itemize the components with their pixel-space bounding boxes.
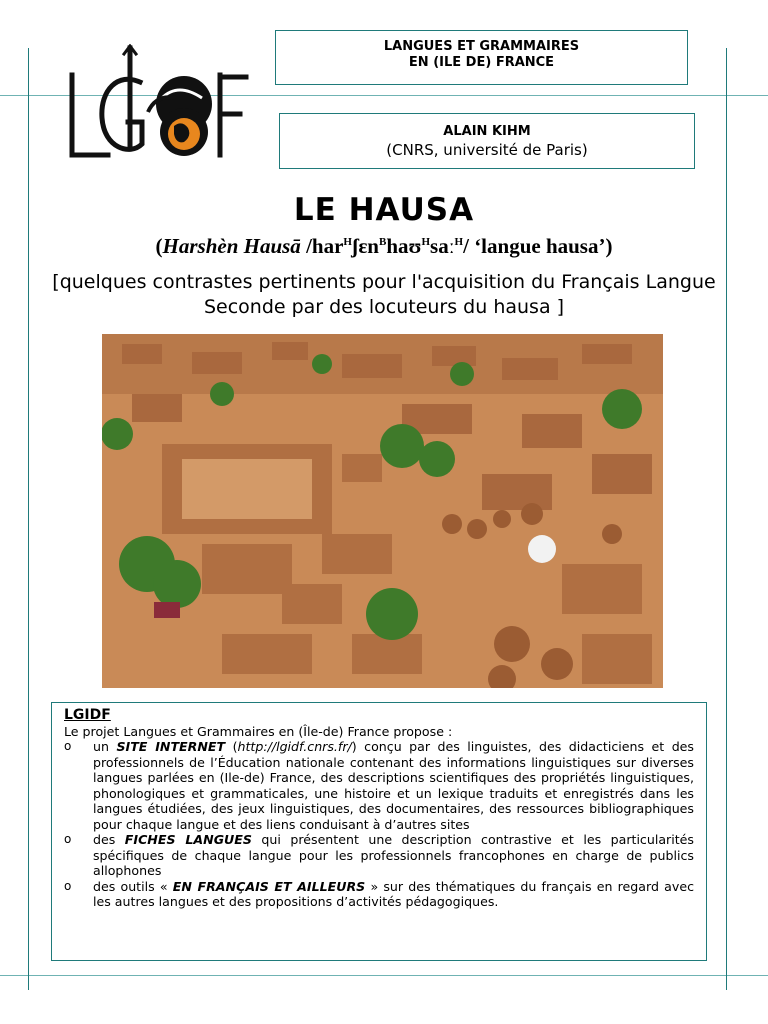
list-item bbox=[64, 879, 694, 910]
item1-mid: ( bbox=[225, 739, 238, 754]
fiches-langues-label: FICHES LANGUES bbox=[124, 832, 252, 847]
series-line-2: EN (ILE DE) FRANCE bbox=[408, 55, 555, 70]
item1-post: ) conçu par des linguistes, des didacticiens et des professionnels de l’Éducation nationale contenant des informations linguistiques sur diverses langues parlées en (Ile-de) France, des descriptions scientifiques des propriétés linguistiques, phonologiques et grammaticales, une histoire et un lexique traduits et enregistrés dans les langues étudiées, des jeux linguistiques, des documentaires, des ressources bibliographiques pour chaque langue et des liens conduisant à d’autres sites bbox=[93, 739, 694, 832]
bullet-icon: o bbox=[64, 739, 72, 753]
info-list bbox=[64, 739, 694, 910]
series-box bbox=[275, 30, 688, 85]
item1-pre: un bbox=[93, 739, 117, 754]
hausa-name: Harshèn Hausā bbox=[162, 234, 301, 258]
ipa-part-3: haʊ bbox=[386, 234, 422, 258]
author-affiliation: (CNRS, université de Paris) bbox=[386, 141, 588, 159]
tone-h-3: H bbox=[454, 236, 464, 248]
page-description: [quelques contrastes pertinents pour l'acquisition du Français Langue Seconde par des locuteurs du hausa ] bbox=[52, 271, 716, 318]
info-heading: LGIDF bbox=[64, 707, 111, 723]
author-box bbox=[279, 113, 695, 169]
subtitle bbox=[0, 234, 768, 259]
length-mark: ː bbox=[448, 234, 455, 258]
ipa-part-1: /har bbox=[300, 234, 344, 258]
en-francais-label: EN FRANÇAIS ET AILLEURS bbox=[172, 878, 366, 894]
bottom-rule bbox=[0, 975, 768, 976]
ipa-end: / ‘langue hausa’) bbox=[463, 234, 613, 258]
village-aerial-photo bbox=[102, 334, 663, 688]
item2-post: qui présentent une description contrastive et les particularités spécifiques de chaque langue pour les professionnels francophones en charge de publics allophones bbox=[93, 832, 694, 878]
bullet-icon: o bbox=[64, 878, 72, 893]
ipa-part-2: ʃɛn bbox=[351, 234, 379, 258]
list-item bbox=[64, 739, 694, 832]
site-internet-label: SITE INTERNET bbox=[116, 739, 226, 754]
lgidf-logo bbox=[60, 40, 250, 165]
item3-post: » sur des thématiques du français en regard avec les autres langues et des propositions d’activités pédagogiques. bbox=[93, 878, 694, 909]
tone-h-1: H bbox=[343, 236, 352, 248]
left-rule bbox=[28, 48, 29, 990]
site-link[interactable]: http://lgidf.cnrs.fr/ bbox=[237, 739, 352, 754]
item3-pre: des outils « bbox=[93, 878, 173, 894]
item2-pre: des bbox=[93, 832, 125, 847]
page-title: LE HAUSA bbox=[293, 192, 475, 228]
lgidf-info-box bbox=[51, 702, 707, 961]
author-name: ALAIN KIHM bbox=[443, 124, 531, 139]
tone-b: B bbox=[378, 236, 387, 248]
list-item bbox=[64, 832, 694, 879]
subtitle-paren: ( bbox=[155, 234, 163, 258]
ipa-part-4: sa bbox=[430, 234, 449, 258]
series-line-1: LANGUES ET GRAMMAIRES bbox=[383, 39, 580, 54]
logo-text: LGIDF bbox=[60, 40, 63, 41]
info-intro: Le projet Langues et Grammaires en (Île-de) France propose : bbox=[64, 723, 453, 739]
bullet-icon: o bbox=[64, 832, 72, 846]
right-rule bbox=[726, 48, 727, 990]
tone-h-2: H bbox=[421, 236, 431, 248]
